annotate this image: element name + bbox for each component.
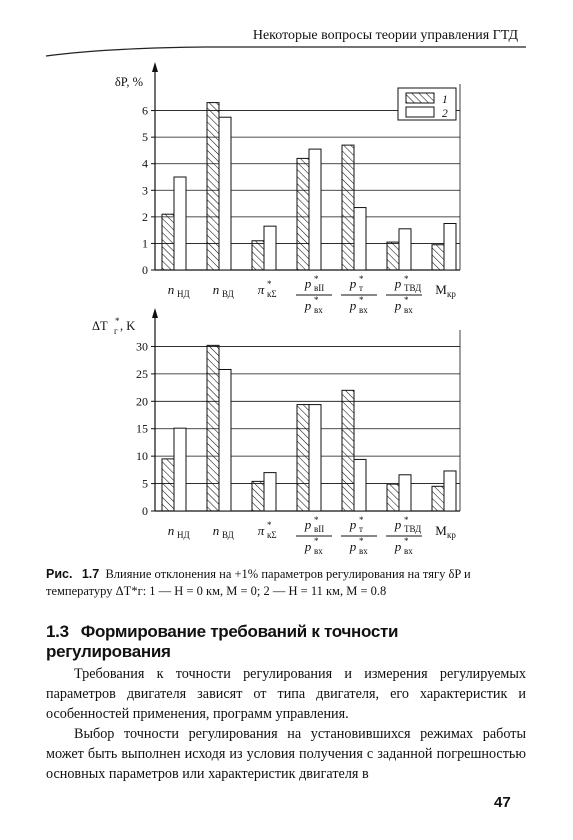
bar-series-2 — [309, 405, 321, 511]
tick-label — [213, 523, 234, 540]
svg-text:*: * — [404, 515, 409, 525]
figure-caption — [46, 566, 526, 600]
bar-series-2 — [444, 224, 456, 271]
thrust-deviation-chart — [0, 0, 573, 315]
svg-text:г: г — [114, 326, 118, 336]
svg-text:*: * — [359, 515, 364, 525]
svg-text:*: * — [359, 274, 364, 284]
svg-text:кΣ: кΣ — [267, 530, 277, 540]
y-tick-label: 20 — [136, 394, 148, 409]
svg-text:p: p — [349, 539, 357, 554]
y-tick-label: 0 — [142, 263, 148, 277]
tick-label — [341, 515, 377, 556]
caption-number: 1.7 — [81, 567, 100, 581]
legend — [398, 88, 456, 120]
bar-series-1 — [342, 390, 354, 511]
svg-text:вх: вх — [404, 305, 413, 315]
running-header: Некоторые вопросы теории управления ГТД — [252, 28, 518, 43]
svg-text:p: p — [304, 539, 312, 554]
bar-series-2 — [264, 473, 276, 511]
tick-label — [258, 279, 277, 299]
svg-text:*: * — [404, 295, 409, 305]
y-tick-label: 6 — [142, 103, 148, 118]
bar-series-1 — [207, 345, 219, 511]
bar-series-2 — [444, 471, 456, 511]
bar-series-1 — [162, 214, 174, 270]
svg-text:π: π — [257, 523, 265, 538]
svg-text:p: p — [349, 276, 357, 291]
svg-text:т: т — [359, 524, 363, 534]
svg-text:*: * — [404, 274, 409, 284]
svg-text:M: M — [435, 282, 447, 297]
tick-label — [435, 523, 456, 540]
y-tick-label: 5 — [142, 130, 148, 145]
bar-series-2 — [174, 177, 186, 270]
y-tick-label: 1 — [142, 236, 148, 251]
svg-text:вх: вх — [314, 546, 323, 556]
svg-text:*: * — [314, 515, 319, 525]
bar-series-2 — [354, 459, 366, 511]
svg-text:*: * — [359, 295, 364, 305]
svg-text:n: n — [212, 282, 220, 297]
tick-label — [168, 523, 190, 540]
bar-series-2 — [219, 117, 231, 270]
svg-text:p: p — [349, 517, 357, 532]
y-axis-label: δP, % — [114, 75, 143, 89]
y-tick-label: 4 — [142, 156, 148, 171]
caption-label: Рис. — [46, 567, 73, 581]
svg-text:n: n — [212, 523, 220, 538]
svg-text:*: * — [115, 316, 120, 326]
svg-text:*: * — [314, 295, 319, 305]
legend-label: 1 — [442, 94, 448, 106]
svg-text:вх: вх — [359, 546, 368, 556]
bar-series-1 — [162, 459, 174, 511]
tick-label — [258, 520, 277, 540]
svg-text:ВД: ВД — [222, 289, 234, 299]
y-tick-label: 15 — [136, 421, 148, 436]
svg-text:т: т — [359, 283, 363, 293]
paragraph: Требования к точности регулирования и измерения регулируемых параметров двигателя зависят от типа двигателя, его характеристик и особенностей применения, программ управления. — [46, 666, 526, 722]
y-tick-label: 0 — [142, 504, 148, 518]
svg-text:вх: вх — [404, 546, 413, 556]
svg-text:вII: вII — [314, 283, 325, 293]
svg-text:*: * — [314, 274, 319, 284]
bar-series-1 — [252, 481, 264, 511]
svg-text:n: n — [167, 282, 175, 297]
bar-series-2 — [399, 475, 411, 511]
tick-label — [296, 515, 332, 556]
svg-text:p: p — [349, 298, 357, 313]
svg-text:p: p — [304, 517, 312, 532]
svg-text:ВД: ВД — [222, 530, 234, 540]
bar-series-2 — [264, 226, 276, 270]
svg-text:, K: , K — [120, 319, 136, 333]
bar-series-2 — [174, 428, 186, 511]
tick-label — [213, 282, 234, 299]
temperature-deviation-chart — [0, 300, 573, 556]
svg-text:ТВД: ТВД — [404, 283, 422, 293]
y-tick-label: 3 — [142, 183, 148, 198]
svg-text:кΣ: кΣ — [267, 289, 277, 299]
y-axis-arrow — [152, 62, 158, 72]
svg-text:ΔT: ΔT — [92, 319, 108, 333]
svg-text:n: n — [167, 523, 175, 538]
y-tick-label: 2 — [142, 209, 148, 224]
bar-series-1 — [387, 484, 399, 511]
svg-text:p: p — [394, 298, 402, 313]
y-axis-label — [92, 316, 135, 336]
svg-text:*: * — [267, 520, 272, 530]
bar-series-1 — [432, 245, 444, 270]
svg-text:*: * — [404, 536, 409, 546]
caption-text: Влияние отклонения на +1% параметров регулирования на тягу δP и температуру ΔT*г: 1 — H = 0 км, M = 0; 2 — H = 11 км, M = 0.8 — [46, 567, 471, 598]
bar-series-2 — [399, 229, 411, 270]
paragraph: Выбор точности регулирования на установившихся режимах работы может быть выполнен исходя из условия получения с заданной погрешностью основных параметров или характеристик двигателя в — [46, 726, 526, 782]
bar-series-2 — [354, 208, 366, 270]
svg-text:НД: НД — [177, 289, 190, 299]
svg-text:p: p — [304, 298, 312, 313]
svg-text:p: p — [304, 276, 312, 291]
section-number: 1.3 — [46, 622, 69, 641]
svg-text:M: M — [435, 523, 447, 538]
bar-series-1 — [207, 103, 219, 270]
svg-text:*: * — [267, 279, 272, 289]
tick-label — [386, 515, 422, 556]
svg-text:кр: кр — [447, 289, 456, 299]
legend-swatch-1 — [406, 93, 434, 103]
section-title: Формирование требований к точности регулирования — [46, 622, 399, 661]
y-tick-label: 25 — [136, 366, 148, 381]
y-tick-label: 5 — [142, 476, 148, 491]
svg-text:кр: кр — [447, 530, 456, 540]
y-tick-label: 30 — [136, 339, 148, 354]
svg-text:вII: вII — [314, 524, 325, 534]
legend-label: 2 — [442, 108, 448, 120]
svg-text:p: p — [394, 539, 402, 554]
y-axis-arrow — [152, 308, 158, 318]
bar-series-1 — [297, 405, 309, 511]
svg-text:p: p — [394, 517, 402, 532]
svg-text:*: * — [359, 536, 364, 546]
bar-series-1 — [342, 145, 354, 270]
svg-text:НД: НД — [177, 530, 190, 540]
svg-text:вх: вх — [359, 305, 368, 315]
legend-swatch-2 — [406, 107, 434, 117]
bar-series-1 — [432, 486, 444, 511]
tick-label — [168, 282, 190, 299]
svg-text:*: * — [314, 536, 319, 546]
svg-text:π: π — [257, 282, 265, 297]
svg-text:p: p — [394, 276, 402, 291]
svg-text:ТВД: ТВД — [404, 524, 422, 534]
bar-series-2 — [219, 369, 231, 511]
bar-series-1 — [387, 242, 399, 270]
page-number: 47 — [494, 794, 511, 811]
bar-series-1 — [297, 158, 309, 270]
y-tick-label: 10 — [136, 449, 148, 464]
bar-series-2 — [309, 149, 321, 270]
tick-label — [435, 282, 456, 299]
svg-text:вх: вх — [314, 305, 323, 315]
section-heading — [46, 622, 526, 662]
bar-series-1 — [252, 241, 264, 270]
